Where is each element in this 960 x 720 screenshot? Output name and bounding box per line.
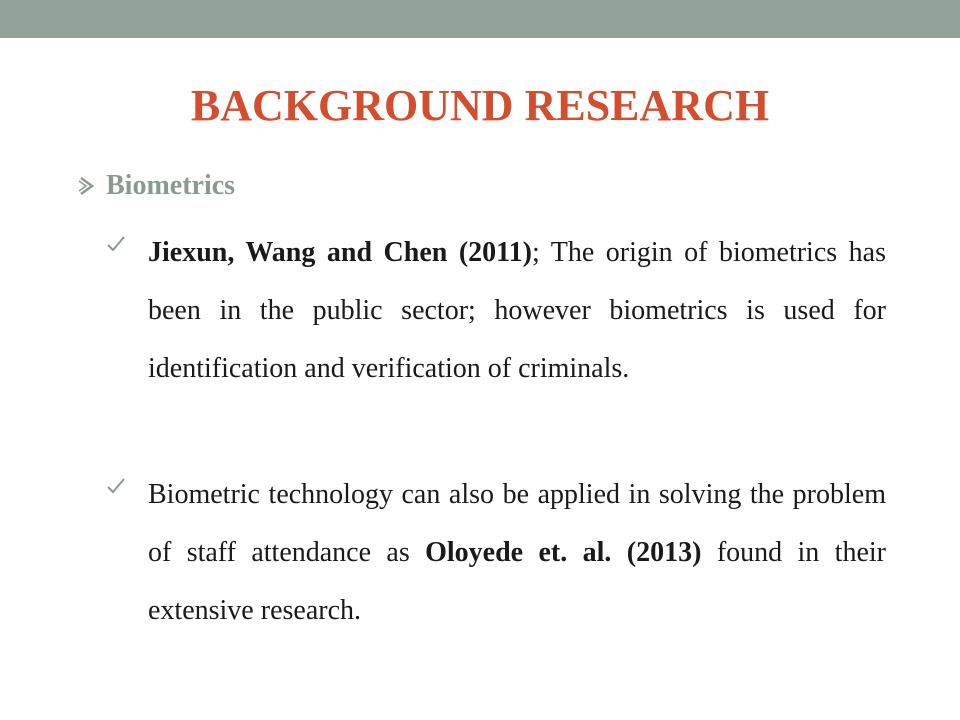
arrow-bullet-icon bbox=[78, 175, 96, 197]
bullet-body: ; The origin of biometrics has been in the public sector; however biometrics is used for identification and verification of criminals. bbox=[148, 237, 886, 384]
citation: Oloyede et. al. (2013) bbox=[425, 537, 702, 568]
citation: Jiexun, Wang and Chen (2011) bbox=[148, 237, 532, 268]
check-icon bbox=[106, 234, 126, 254]
check-icon bbox=[106, 476, 126, 496]
bullet-item bbox=[106, 224, 886, 398]
bullet-item bbox=[106, 466, 886, 640]
bullet-text bbox=[148, 224, 886, 398]
bullet-body: found in their extensive research. bbox=[148, 537, 886, 626]
section-heading bbox=[78, 166, 235, 206]
section-label: Biometrics bbox=[106, 170, 236, 201]
top-accent-bar bbox=[0, 0, 960, 38]
bullet-text bbox=[148, 466, 886, 640]
slide-title: BACKGROUND RESEARCH bbox=[190, 81, 770, 130]
bullet-body: Biometric technology can also be applied in solving the problem of staff attendance as bbox=[148, 479, 886, 568]
